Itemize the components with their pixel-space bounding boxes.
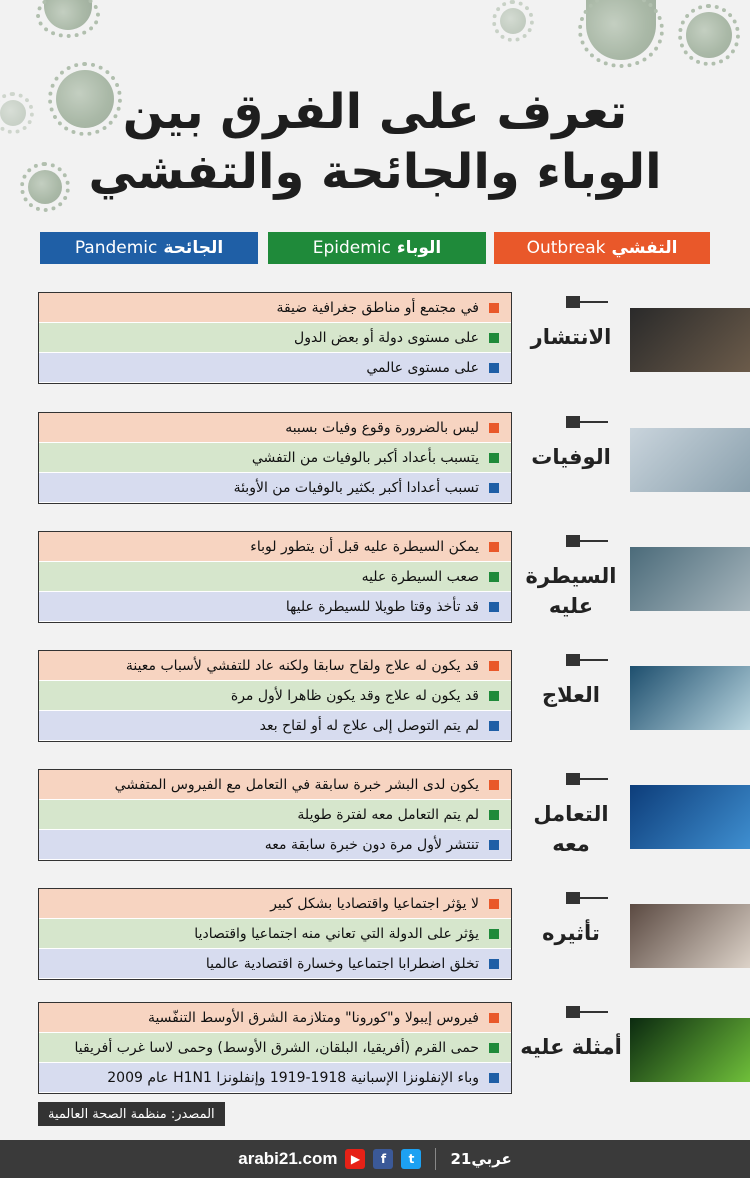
comparison-line: [39, 830, 511, 860]
bullet-square-icon: [489, 840, 499, 850]
bullet-square-icon: [489, 899, 499, 909]
connector-marker: [566, 654, 580, 666]
legend-epidemic-ar: الوباء: [396, 238, 442, 258]
legend-epidemic-en: Epidemic: [312, 238, 391, 258]
divider: [435, 1148, 436, 1170]
comparison-box: [38, 1002, 512, 1094]
legend-outbreak: [494, 232, 710, 264]
bullet-square-icon: [489, 959, 499, 969]
masks-photo: [630, 547, 750, 611]
connector-marker: [566, 892, 580, 904]
row-label: الانتشار: [530, 325, 612, 349]
twitter-icon[interactable]: t: [401, 1149, 421, 1169]
comparison-text: تسبب أعدادا أكبر بكثير بالوفيات من الأوبئة: [233, 479, 479, 496]
comparison-line: [39, 562, 511, 592]
comparison-box: [38, 292, 512, 384]
connector-marker: [566, 416, 580, 428]
row-label: تأثيره: [542, 921, 600, 945]
virus-decoration: [500, 8, 526, 34]
comparison-line: [39, 413, 511, 443]
handshake-photo: [630, 308, 750, 372]
comparison-line: [39, 1063, 511, 1093]
comparison-line: [39, 1003, 511, 1033]
lab-photo: [630, 666, 750, 730]
legend-outbreak-en: Outbreak: [526, 238, 606, 258]
legend-pandemic: [40, 232, 258, 264]
comparison-line: [39, 323, 511, 353]
comparison-text: يكون لدى البشر خبرة سابقة في التعامل مع الفيروس المتفشي: [114, 776, 479, 793]
comparison-text: ليس بالضرورة وقوع وفيات بسببه: [285, 419, 479, 436]
facebook-icon[interactable]: f: [373, 1149, 393, 1169]
bullet-square-icon: [489, 1073, 499, 1083]
comparison-line: [39, 889, 511, 919]
virus-body-photo: [630, 785, 750, 849]
comparison-text: تنتشر لأول مرة دون خبرة سابقة معه: [264, 836, 479, 853]
bullet-square-icon: [489, 363, 499, 373]
legend-epidemic: [268, 232, 486, 264]
comparison-text: يمكن السيطرة عليه قبل أن يتطور لوباء: [250, 538, 479, 555]
row-label: العلاج: [541, 683, 601, 707]
connector-marker: [566, 296, 580, 308]
comparison-line: [39, 770, 511, 800]
comparison-text: لم يتم التعامل معه لفترة طويلة: [297, 806, 479, 823]
footer-bar: [0, 1140, 750, 1178]
row-label: السيطرة عليه: [525, 564, 617, 618]
row-label: التعامل معه: [533, 802, 609, 856]
comparison-line: [39, 473, 511, 503]
comparison-text: وباء الإنفلونزا الإسبانية 1918-1919 وإنفلونزا H1N1 عام 2009: [107, 1069, 479, 1086]
virus-decoration: [686, 12, 732, 58]
bullet-square-icon: [489, 691, 499, 701]
bullet-square-icon: [489, 780, 499, 790]
page-title: [0, 82, 750, 202]
comparison-line: [39, 532, 511, 562]
bullet-square-icon: [489, 303, 499, 313]
bullet-square-icon: [489, 1043, 499, 1053]
bullet-square-icon: [489, 333, 499, 343]
connector-marker: [566, 1006, 580, 1018]
bullet-square-icon: [489, 483, 499, 493]
comparison-box: [38, 412, 512, 504]
comparison-line: [39, 443, 511, 473]
bullet-square-icon: [489, 1013, 499, 1023]
comparison-text: تخلق اضطرابا اجتماعيا وخسارة اقتصادية عالميا: [205, 955, 479, 972]
brand-logo: عربي21: [450, 1150, 512, 1168]
virus-decoration: [44, 0, 92, 30]
virus-decoration: [586, 0, 656, 60]
connector-marker: [566, 535, 580, 547]
bullet-square-icon: [489, 423, 499, 433]
legend-pandemic-en: Pandemic: [74, 238, 158, 258]
comparison-text: قد يكون له علاج ولقاح سابقا ولكنه عاد للتفشي لأسباب معينة: [125, 657, 479, 674]
title-line-1: تعرف على الفرق بين: [122, 84, 628, 140]
row-label: الوفيات: [531, 445, 611, 469]
comparison-text: قد يكون له علاج وقد يكون ظاهرا لأول مرة: [230, 687, 479, 704]
bullet-square-icon: [489, 661, 499, 671]
comparison-text: على مستوى عالمي: [366, 359, 479, 376]
comparison-line: [39, 353, 511, 383]
bullet-square-icon: [489, 572, 499, 582]
title-line-2: الوباء والجائحة والتفشي: [88, 144, 662, 200]
comparison-line: [39, 1033, 511, 1063]
comparison-box: [38, 650, 512, 742]
bullet-square-icon: [489, 602, 499, 612]
comparison-line: [39, 592, 511, 622]
comparison-text: يتسبب بأعداد أكبر بالوفيات من التفشي: [251, 449, 479, 466]
bullet-square-icon: [489, 542, 499, 552]
comparison-text: لا يؤثر اجتماعيا واقتصاديا بشكل كبير: [270, 895, 479, 912]
comparison-line: [39, 711, 511, 741]
bullet-square-icon: [489, 721, 499, 731]
comparison-text: في مجتمع أو مناطق جغرافية ضيقة: [276, 299, 479, 316]
comparison-text: صعب السيطرة عليه: [361, 568, 479, 585]
bullet-square-icon: [489, 810, 499, 820]
comparison-line: [39, 800, 511, 830]
connector-marker: [566, 773, 580, 785]
site-link[interactable]: arabi21.com: [238, 1149, 338, 1168]
comparison-box: [38, 531, 512, 623]
source-label: المصدر: منظمة الصحة العالمية: [38, 1102, 225, 1126]
comparison-box: [38, 888, 512, 980]
comparison-text: فيروس إيبولا و"كورونا" ومتلازمة الشرق الأوسط التنفّسية: [147, 1009, 479, 1026]
youtube-icon[interactable]: ▶: [345, 1149, 365, 1169]
comparison-line: [39, 651, 511, 681]
comparison-line: [39, 919, 511, 949]
comparison-box: [38, 769, 512, 861]
hospital-photo: [630, 428, 750, 492]
comparison-text: على مستوى دولة أو بعض الدول: [294, 329, 479, 346]
cough-photo: [630, 904, 750, 968]
virus-photo: [630, 1018, 750, 1082]
row-label: أمثلة عليه: [520, 1035, 622, 1059]
comparison-text: حمى القرم (أفريقيا، البلقان، الشرق الأوسط) وحمى لاسا غرب أفريقيا: [74, 1039, 479, 1056]
bullet-square-icon: [489, 453, 499, 463]
comparison-text: لم يتم التوصل إلى علاج له أو لقاح بعد: [259, 717, 479, 734]
legend-pandemic-ar: الجائحة: [163, 238, 224, 258]
bullet-square-icon: [489, 929, 499, 939]
comparison-line: [39, 949, 511, 979]
comparison-line: [39, 681, 511, 711]
comparison-line: [39, 293, 511, 323]
comparison-text: يؤثر على الدولة التي تعاني منه اجتماعيا واقتصاديا: [194, 925, 479, 942]
legend-outbreak-ar: التفشي: [611, 238, 678, 258]
comparison-text: قد تأخذ وقتا طويلا للسيطرة عليها: [285, 598, 479, 615]
